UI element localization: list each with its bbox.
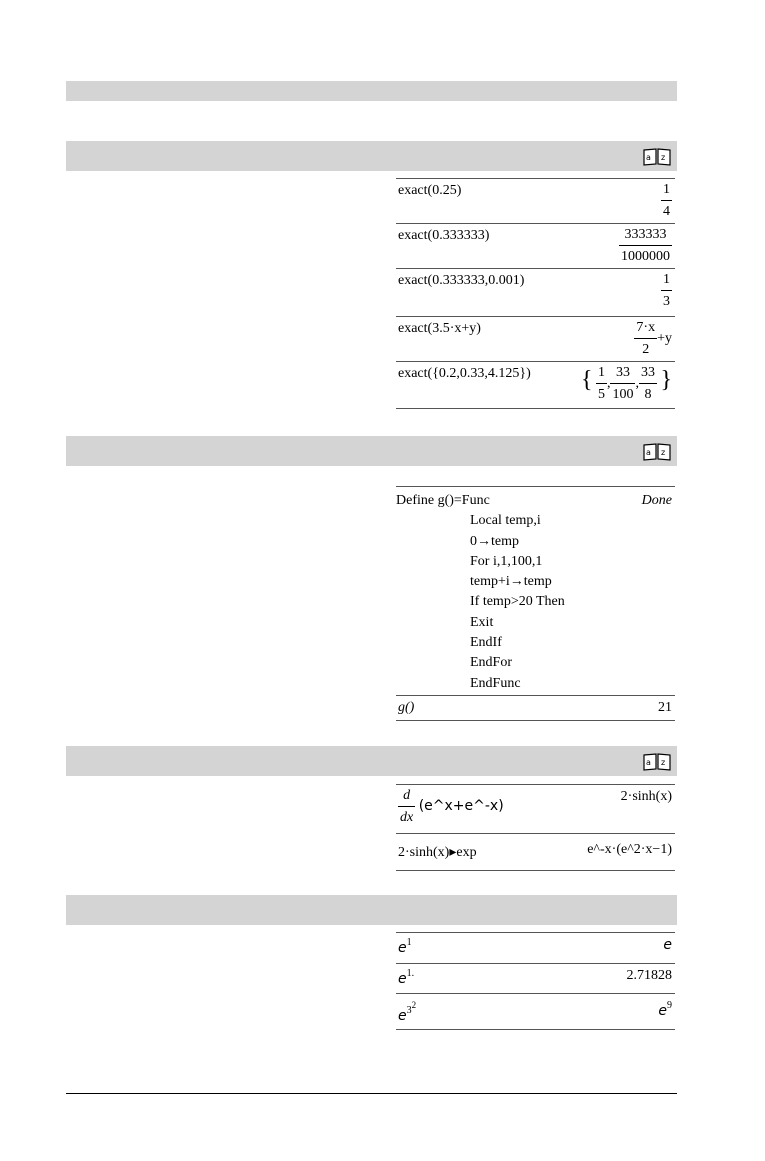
example-input: $e^1$ xyxy=(398,937,412,956)
function-definition xyxy=(396,486,675,696)
code-line: For i,1,100,1 xyxy=(470,553,543,569)
example-row xyxy=(396,178,675,224)
code-line: EndIf xyxy=(470,635,502,651)
footer-rule xyxy=(66,1093,677,1094)
example-output: e xyxy=(663,937,672,953)
example-output: 21 xyxy=(658,700,672,715)
svg-text:a: a xyxy=(646,153,651,162)
code-line: EndFunc xyxy=(470,675,521,691)
code-line: EndFor xyxy=(470,655,512,671)
example-row xyxy=(396,269,675,317)
example-input: exact({0.2,0.33,4.125}) xyxy=(398,366,531,381)
example-row xyxy=(396,362,675,409)
section-header-exp xyxy=(66,746,677,776)
svg-text:a: a xyxy=(646,758,651,767)
code-line: Exit xyxy=(470,614,494,630)
example-input: g() xyxy=(398,700,415,715)
example-input: exact(0.333333,0.001) xyxy=(398,273,525,288)
svg-text:z: z xyxy=(661,758,666,767)
example-input: 2·sinh(x)▸exp xyxy=(398,845,477,860)
example-output: { $\frac{1}{5}$ , $\frac{33}{100}$ , $\frac{33}{8}$ } xyxy=(580,365,672,402)
example-output: $\frac{1}{3}$ xyxy=(663,272,670,309)
section-header-exit xyxy=(66,436,677,466)
page-header-bar xyxy=(66,81,677,101)
example-row xyxy=(396,994,675,1030)
svg-text:z: z xyxy=(661,153,666,162)
example-output: 2·sinh(x) xyxy=(620,789,672,804)
example-output: e^-x·(e^2·x−1) xyxy=(587,842,672,857)
example-row xyxy=(396,834,675,871)
example-input: exact(0.25) xyxy=(398,183,462,198)
example-row xyxy=(396,784,675,834)
example-row xyxy=(396,696,675,721)
code-line: If temp>20 Then xyxy=(470,594,565,610)
code-line: 0→temp xyxy=(470,533,519,549)
exit-example-panel xyxy=(396,486,675,721)
section-header-exact xyxy=(66,141,677,171)
example-output: $\frac{1}{4}$ xyxy=(663,182,670,219)
e-power-panel xyxy=(396,932,675,1030)
example-input: exact(0.333333) xyxy=(398,228,490,243)
book-az-icon xyxy=(642,752,672,772)
example-row xyxy=(396,224,675,269)
define-line: Define g()=Func xyxy=(396,493,490,508)
book-az-icon xyxy=(642,442,672,462)
example-input: $e^{3^2}$ xyxy=(398,1000,417,1024)
exact-examples-panel xyxy=(396,178,675,409)
define-result: Done xyxy=(641,493,672,508)
example-input: exact(3.5·x+y) xyxy=(398,321,481,336)
example-row xyxy=(396,317,675,362)
example-output: $\frac{333333}{1000000}$ xyxy=(621,227,670,264)
example-row xyxy=(396,932,675,964)
exp-examples-panel xyxy=(396,784,675,871)
section-header-e-power xyxy=(66,895,677,925)
svg-text:z: z xyxy=(661,448,666,457)
book-az-icon xyxy=(642,147,672,167)
example-output: $\frac{7\cdot x}{2}$ +y xyxy=(636,320,672,357)
code-line: Local temp,i xyxy=(470,513,541,529)
example-row xyxy=(396,964,675,994)
example-output: $e^9$ xyxy=(658,1000,672,1019)
svg-text:a: a xyxy=(646,448,651,457)
code-line: temp+i→temp xyxy=(470,574,552,590)
example-input: $e^{1.}$ xyxy=(398,968,415,987)
example-output: 2.71828 xyxy=(626,968,672,983)
example-input: $\frac{d}{dx}$ (e^x+e^-x) xyxy=(400,788,504,825)
